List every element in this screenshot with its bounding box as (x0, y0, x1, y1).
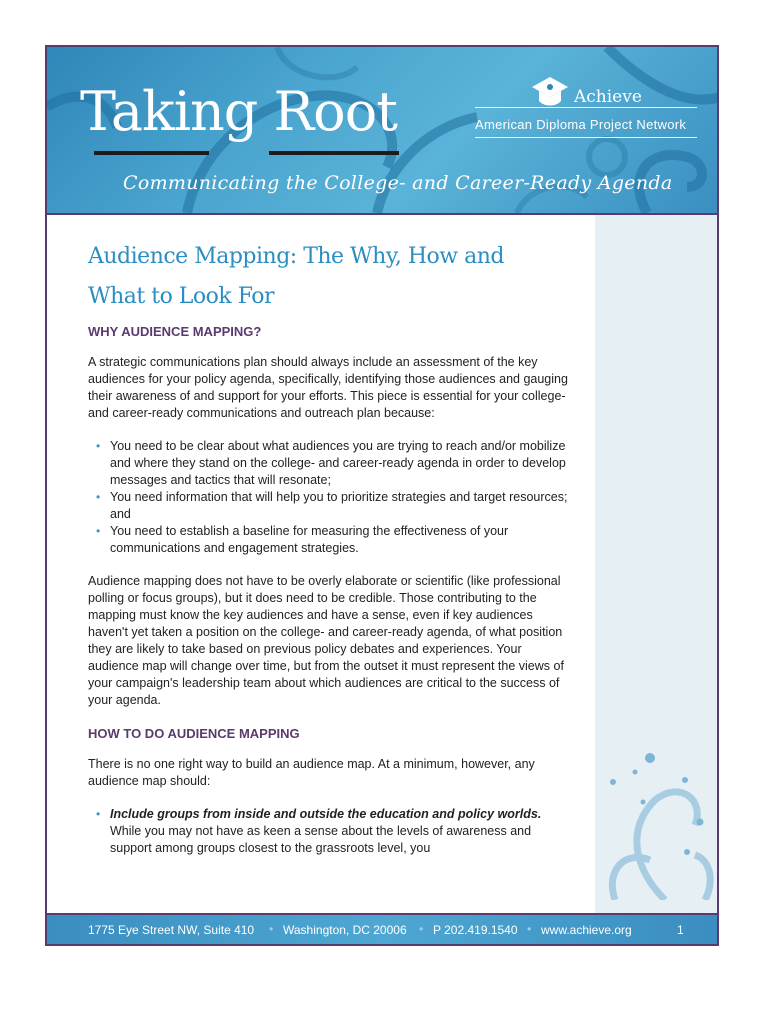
document-title-line2: What to Look For (88, 284, 275, 309)
list-item-text: You need to be clear about what audiences you are trying to reach and/or mobilize and where they stand on the college- and career-ready agenda in order to develop messages and tactics that will resonate; (110, 439, 566, 487)
brand-name: Achieve (574, 87, 642, 107)
paragraph-body: Audience mapping does not have to be overly elaborate or scientific (like professional polling or focus groups), but it does need to be credible. Those contributing to the mapping must know the key audiences and have a sense, even if key audiences haven't yet taken a position on the college- and career-ready agenda, of what position they are likely to take based on previous policy debates and experiences. Your audience map will change over time, but from the outset it must represent the views of your campaign's leadership team about which audiences are critical to the success of your agenda. (88, 574, 564, 707)
page-frame (45, 45, 719, 946)
reasons-list (88, 438, 568, 557)
footer-phone: P 202.419.1540 (433, 923, 518, 937)
list-item-text: While you may not have as keen a sense about the levels of awareness and support among groups closest to the grassroots level, you (110, 824, 532, 855)
brand-rule-bottom (475, 137, 697, 138)
brand-rule-top (475, 107, 697, 108)
paragraph-intro: A strategic communications plan should always include an assessment of the key audiences for your policy agenda, specifically, identifying those audiences and gauging their awareness of and support for your efforts. This piece is essential for your college- and career-ready communications and outreach plan because: (88, 355, 568, 420)
document-title-line1: Audience Mapping: The Why, How and (88, 244, 504, 269)
list-item-text: You need information that will help you to prioritize strategies and target resources; and (110, 490, 568, 521)
document-body (88, 237, 568, 873)
separator-dot-icon: • (419, 922, 424, 936)
header-banner (47, 47, 717, 215)
list-item-text: You need to establish a baseline for measuring the effectiveness of your communications and engagement strategies. (110, 524, 509, 555)
list-item (92, 438, 568, 489)
network-name: American Diploma Project Network (475, 117, 687, 132)
decorative-swirl-graphic (595, 740, 719, 900)
achieve-logo-icon (530, 75, 570, 111)
publication-subtitle: Communicating the College- and Career-Ready Agenda (123, 172, 673, 194)
requirements-list (88, 806, 568, 857)
separator-dot-icon: • (269, 922, 274, 936)
dot-bullet-icon: • (96, 807, 101, 821)
sidebar-panel (595, 215, 719, 920)
title-underline-right (269, 151, 399, 155)
footer-city: Washington, DC 20006 (283, 923, 407, 937)
publication-title: Taking Root (80, 80, 397, 143)
dot-bullet-icon: • (96, 490, 101, 504)
footer-address: 1775 Eye Street NW, Suite 410 (88, 923, 255, 937)
page-footer (47, 913, 717, 944)
title-underline-left (94, 151, 209, 155)
dot-bullet-icon: • (96, 439, 101, 453)
paragraph-how-intro: There is no one right way to build an audience map. At a minimum, however, any audience map should: (88, 757, 535, 788)
list-item-emphasis: Include groups from inside and outside the education and policy worlds. (110, 807, 542, 821)
list-item (92, 489, 568, 523)
section-heading-why: WHY AUDIENCE MAPPING? (88, 324, 262, 339)
document-title (88, 237, 568, 317)
footer-website-link[interactable]: www.achieve.org (541, 923, 632, 937)
section-heading-how: HOW TO DO AUDIENCE MAPPING (88, 726, 300, 741)
dot-bullet-icon: • (96, 524, 101, 538)
list-item (92, 523, 568, 557)
separator-dot-icon: • (527, 922, 532, 936)
list-item (92, 806, 568, 857)
page-number: 1 (677, 923, 684, 937)
